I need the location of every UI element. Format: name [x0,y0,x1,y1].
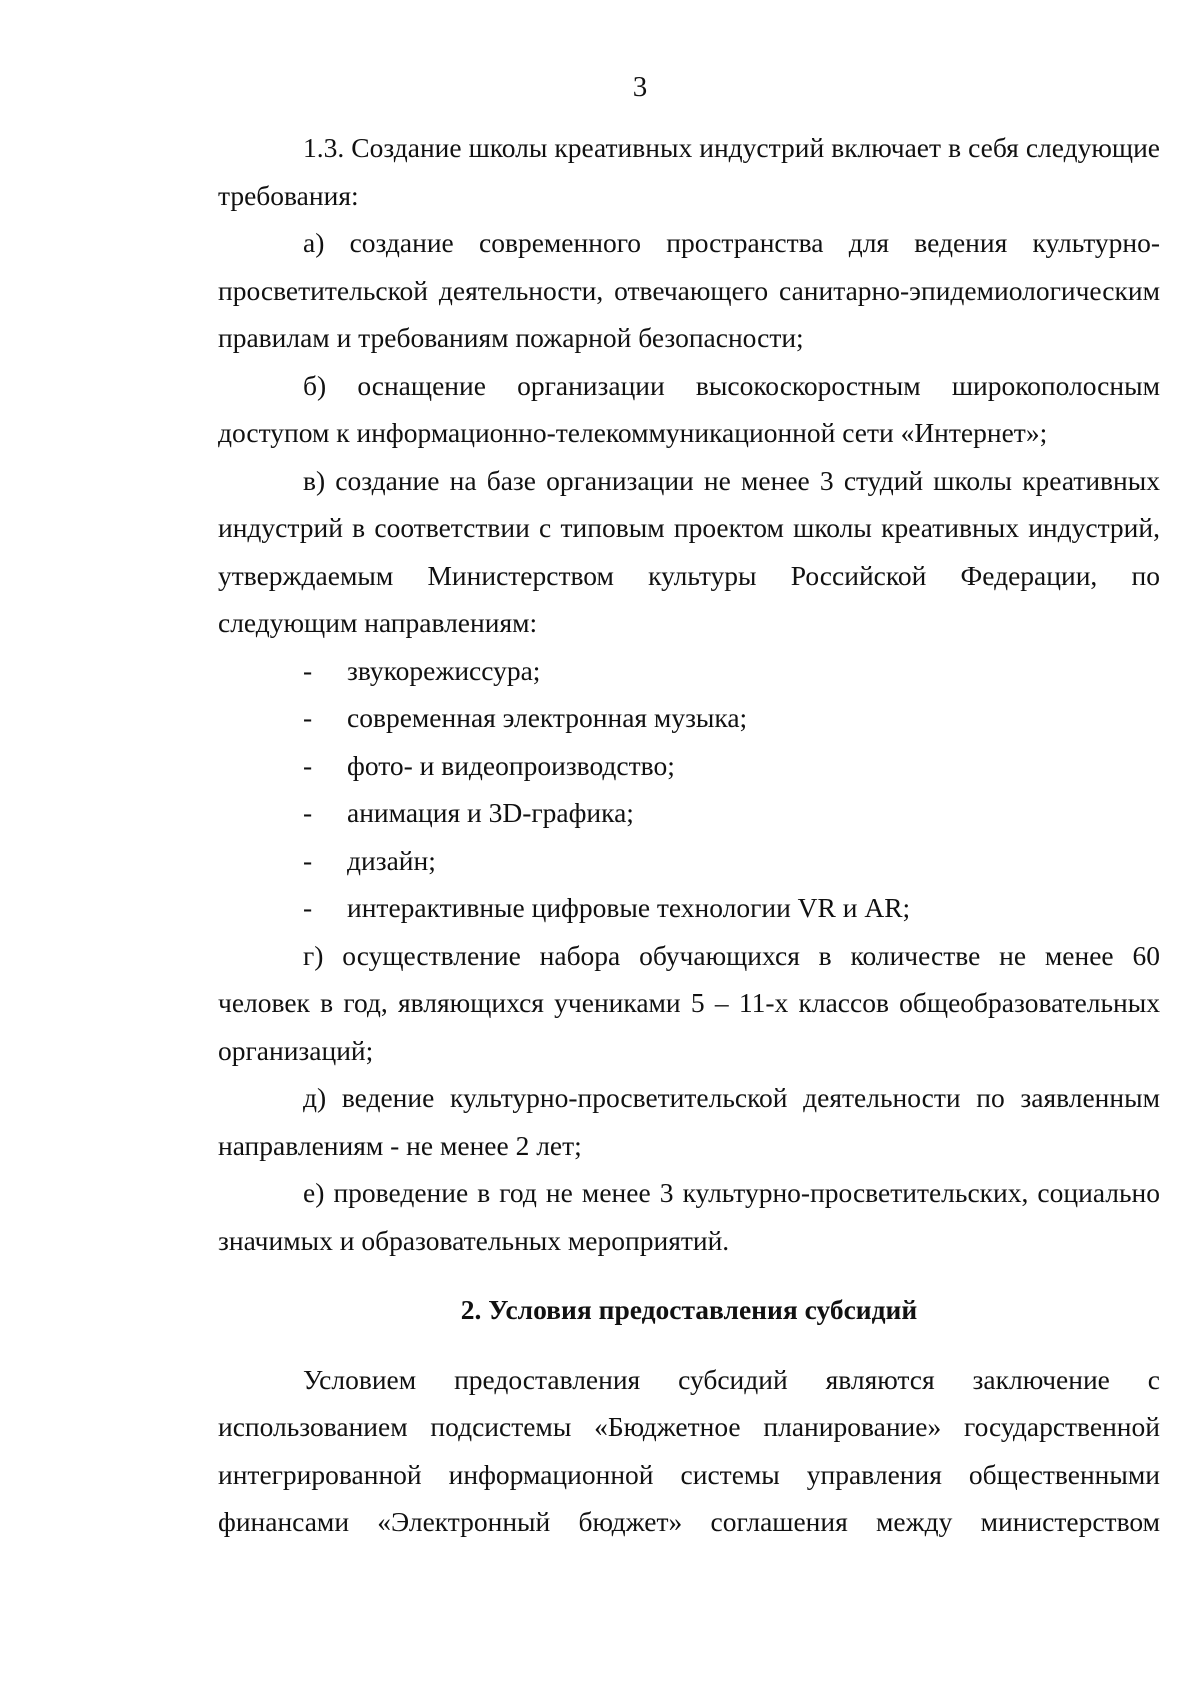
list-dash: - [303,702,313,733]
list-item [218,694,1160,742]
document-body [218,124,1160,1546]
list-dash: - [303,892,313,923]
requirement-b: б) оснащение организации высокоскоростным широкополосным доступом к информационно-телекоммуникационной сети «Интернет»; [218,369,1160,448]
list-item [218,647,1160,695]
list-dash: - [303,654,313,686]
list-item-text: звукорежиссура; [347,654,541,686]
list-dash: - [303,797,313,828]
section-2-paragraph: Условием предоставления субсидий являются заключение с использованием подсистемы «Бюджетное планирование» государственной интегрированной информационной системы управления общественными финансами «Электронный бюджет» соглашения между министерством [218,1363,1160,1537]
list-item [218,742,1160,790]
clause-1-3-intro: 1.3. Создание школы креативных индустрий включает в себя следующие требования: [218,132,1160,211]
list-item [218,789,1160,837]
list-item [218,837,1160,885]
list-item-text: дизайн; [347,844,436,876]
requirement-e: е) проведение в год не менее 3 культурно-просветительских, социально значимых и образовательных мероприятий. [218,1177,1160,1256]
page-number: 3 [632,71,648,103]
list-item-text: анимация и 3D-графика; [347,797,634,828]
requirement-a: а) создание современного пространства для ведения культурно-просветительской деятельности, отвечающего санитарно-эпидемиологическим правилам и требованиям пожарной безопасности; [218,227,1160,353]
requirement-d: д) ведение культурно-просветительской деятельности по заявленным направлениям - не менее 2 лет; [218,1082,1160,1161]
section-2-heading: 2. Условия предоставления субсидий [460,1294,918,1325]
list-item [218,884,1160,932]
directions-list [218,647,1160,932]
list-item-text: фото- и видеопроизводство; [347,749,675,781]
requirement-g: г) осуществление набора обучающихся в количестве не менее 60 человек в год, являющихся учениками 5 – 11-х классов общеобразовательных организаций; [218,939,1160,1066]
list-dash: - [303,844,313,876]
list-dash: - [303,749,313,781]
list-item-text: современная электронная музыка; [347,702,748,733]
requirement-v: в) создание на базе организации не менее 3 студий школы креативных индустрий в соответствии с типовым проектом школы креативных индустрий, утверждаемым Министерством культуры Российской Федерации, по следующим направлениям: [218,464,1160,638]
list-item-text: интерактивные цифровые технологии VR и AR; [347,892,911,923]
